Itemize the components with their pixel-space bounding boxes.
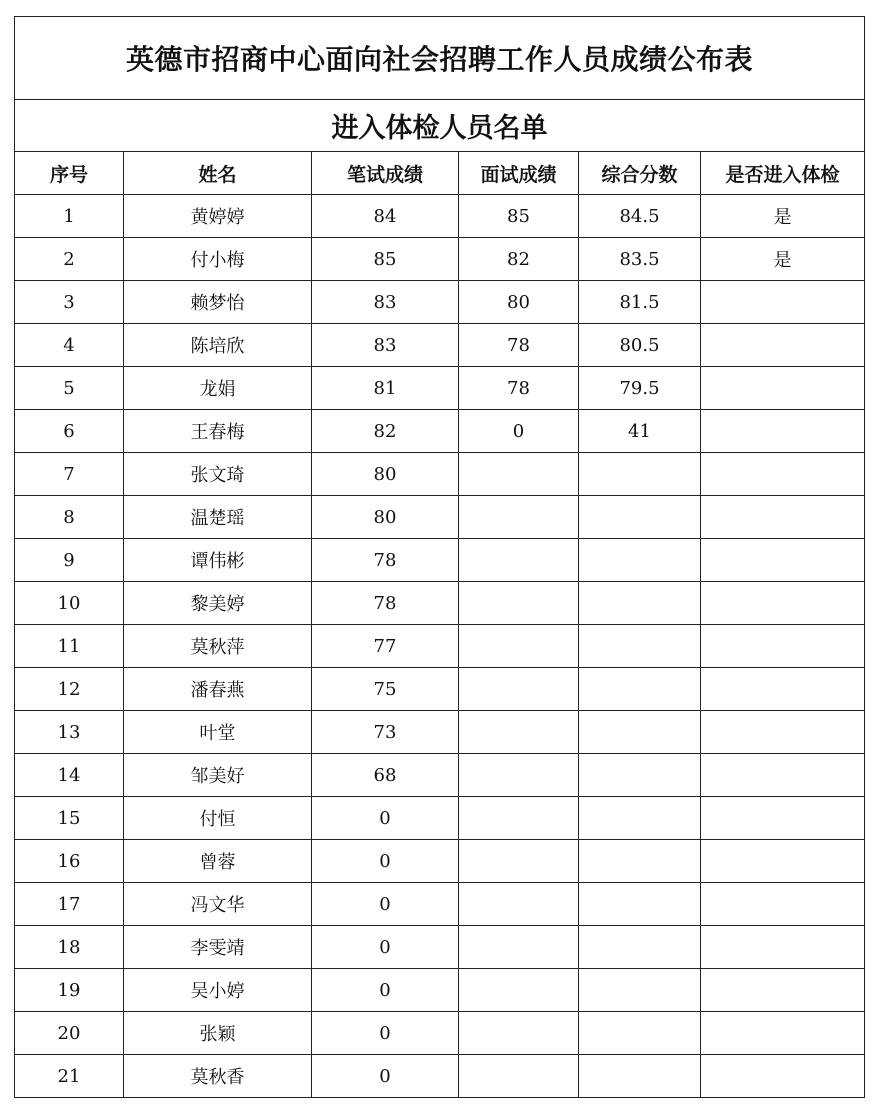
cell-total-score: 84.5 — [579, 195, 701, 238]
cell-total-score — [579, 1012, 701, 1055]
table-row — [15, 195, 865, 238]
cell-total-score — [579, 711, 701, 754]
cell-name: 付恒 — [124, 797, 312, 840]
cell-interview-score — [459, 883, 579, 926]
cell-medical-exam — [701, 969, 865, 1012]
cell-medical-exam — [701, 926, 865, 969]
cell-written-score: 83 — [312, 324, 459, 367]
cell-index: 15 — [15, 797, 124, 840]
cell-index: 11 — [15, 625, 124, 668]
cell-interview-score — [459, 754, 579, 797]
cell-written-score: 0 — [312, 840, 459, 883]
cell-medical-exam — [701, 281, 865, 324]
cell-written-score: 73 — [312, 711, 459, 754]
cell-medical-exam — [701, 324, 865, 367]
cell-index: 1 — [15, 195, 124, 238]
cell-medical-exam — [701, 797, 865, 840]
cell-interview-score — [459, 797, 579, 840]
cell-written-score: 0 — [312, 969, 459, 1012]
column-header-interview-score: 面试成绩 — [459, 152, 579, 195]
cell-written-score: 83 — [312, 281, 459, 324]
cell-total-score — [579, 797, 701, 840]
cell-index: 13 — [15, 711, 124, 754]
cell-total-score — [579, 625, 701, 668]
cell-interview-score — [459, 1055, 579, 1098]
cell-written-score: 0 — [312, 926, 459, 969]
table-row — [15, 582, 865, 625]
title-row — [15, 17, 865, 100]
subtitle-row — [15, 100, 865, 152]
cell-written-score: 78 — [312, 539, 459, 582]
cell-name: 邹美好 — [124, 754, 312, 797]
cell-index: 10 — [15, 582, 124, 625]
cell-total-score — [579, 883, 701, 926]
cell-written-score: 0 — [312, 1055, 459, 1098]
cell-index: 19 — [15, 969, 124, 1012]
cell-written-score: 78 — [312, 582, 459, 625]
results-table — [14, 16, 865, 1098]
cell-index: 9 — [15, 539, 124, 582]
cell-interview-score: 80 — [459, 281, 579, 324]
document-subtitle: 进入体检人员名单 — [15, 100, 865, 152]
cell-written-score: 0 — [312, 883, 459, 926]
cell-total-score — [579, 969, 701, 1012]
cell-written-score: 82 — [312, 410, 459, 453]
table-row — [15, 496, 865, 539]
cell-medical-exam — [701, 840, 865, 883]
cell-name: 张文琦 — [124, 453, 312, 496]
cell-interview-score — [459, 668, 579, 711]
table-row — [15, 453, 865, 496]
cell-index: 12 — [15, 668, 124, 711]
cell-total-score — [579, 926, 701, 969]
table-row — [15, 1012, 865, 1055]
cell-interview-score: 78 — [459, 324, 579, 367]
cell-total-score: 81.5 — [579, 281, 701, 324]
cell-total-score: 41 — [579, 410, 701, 453]
cell-total-score — [579, 840, 701, 883]
cell-written-score: 0 — [312, 1012, 459, 1055]
cell-total-score: 80.5 — [579, 324, 701, 367]
cell-medical-exam: 是 — [701, 238, 865, 281]
cell-index: 16 — [15, 840, 124, 883]
cell-name: 莫秋萍 — [124, 625, 312, 668]
cell-medical-exam — [701, 754, 865, 797]
table-row — [15, 754, 865, 797]
cell-written-score: 80 — [312, 496, 459, 539]
table-row — [15, 238, 865, 281]
cell-written-score: 80 — [312, 453, 459, 496]
cell-name: 叶堂 — [124, 711, 312, 754]
cell-name: 赖梦怡 — [124, 281, 312, 324]
cell-interview-score: 82 — [459, 238, 579, 281]
table-row — [15, 1055, 865, 1098]
cell-interview-score — [459, 625, 579, 668]
table-row — [15, 668, 865, 711]
cell-interview-score — [459, 582, 579, 625]
table-row — [15, 840, 865, 883]
cell-medical-exam — [701, 453, 865, 496]
column-header-written-score: 笔试成绩 — [312, 152, 459, 195]
cell-medical-exam — [701, 367, 865, 410]
table-row — [15, 410, 865, 453]
cell-name: 黎美婷 — [124, 582, 312, 625]
cell-index: 5 — [15, 367, 124, 410]
cell-name: 付小梅 — [124, 238, 312, 281]
cell-index: 4 — [15, 324, 124, 367]
cell-written-score: 68 — [312, 754, 459, 797]
cell-index: 2 — [15, 238, 124, 281]
cell-interview-score — [459, 711, 579, 754]
cell-total-score: 79.5 — [579, 367, 701, 410]
cell-medical-exam — [701, 711, 865, 754]
cell-medical-exam — [701, 582, 865, 625]
cell-name: 曾蓉 — [124, 840, 312, 883]
cell-interview-score: 85 — [459, 195, 579, 238]
cell-name: 张颖 — [124, 1012, 312, 1055]
cell-name: 李雯靖 — [124, 926, 312, 969]
cell-written-score: 81 — [312, 367, 459, 410]
cell-written-score: 75 — [312, 668, 459, 711]
cell-interview-score: 78 — [459, 367, 579, 410]
cell-interview-score — [459, 453, 579, 496]
cell-index: 14 — [15, 754, 124, 797]
cell-total-score — [579, 668, 701, 711]
cell-total-score — [579, 453, 701, 496]
cell-interview-score — [459, 1012, 579, 1055]
cell-index: 8 — [15, 496, 124, 539]
table-row — [15, 797, 865, 840]
cell-medical-exam — [701, 668, 865, 711]
cell-name: 龙娟 — [124, 367, 312, 410]
cell-index: 21 — [15, 1055, 124, 1098]
cell-name: 吴小婷 — [124, 969, 312, 1012]
cell-medical-exam — [701, 496, 865, 539]
table-row — [15, 539, 865, 582]
cell-total-score: 83.5 — [579, 238, 701, 281]
cell-written-score: 77 — [312, 625, 459, 668]
cell-index: 17 — [15, 883, 124, 926]
cell-name: 莫秋香 — [124, 1055, 312, 1098]
cell-index: 7 — [15, 453, 124, 496]
document-title: 英德市招商中心面向社会招聘工作人员成绩公布表 — [15, 17, 865, 100]
cell-index: 20 — [15, 1012, 124, 1055]
cell-written-score: 0 — [312, 797, 459, 840]
table-row — [15, 324, 865, 367]
cell-total-score — [579, 754, 701, 797]
cell-index: 18 — [15, 926, 124, 969]
cell-name: 王春梅 — [124, 410, 312, 453]
cell-medical-exam — [701, 625, 865, 668]
cell-total-score — [579, 496, 701, 539]
cell-index: 6 — [15, 410, 124, 453]
column-header-total-score: 综合分数 — [579, 152, 701, 195]
cell-name: 冯文华 — [124, 883, 312, 926]
cell-written-score: 84 — [312, 195, 459, 238]
cell-medical-exam — [701, 1055, 865, 1098]
cell-medical-exam — [701, 539, 865, 582]
cell-medical-exam — [701, 1012, 865, 1055]
header-row — [15, 152, 865, 195]
cell-total-score — [579, 1055, 701, 1098]
cell-medical-exam: 是 — [701, 195, 865, 238]
table-row — [15, 969, 865, 1012]
cell-interview-score — [459, 969, 579, 1012]
cell-written-score: 85 — [312, 238, 459, 281]
cell-interview-score — [459, 840, 579, 883]
column-header-medical-exam: 是否进入体检 — [701, 152, 865, 195]
cell-interview-score — [459, 539, 579, 582]
cell-name: 谭伟彬 — [124, 539, 312, 582]
table-row — [15, 281, 865, 324]
table-row — [15, 883, 865, 926]
cell-total-score — [579, 539, 701, 582]
cell-total-score — [579, 582, 701, 625]
cell-medical-exam — [701, 883, 865, 926]
column-header-name: 姓名 — [124, 152, 312, 195]
cell-name: 黄婷婷 — [124, 195, 312, 238]
cell-interview-score — [459, 496, 579, 539]
cell-interview-score — [459, 926, 579, 969]
cell-name: 陈培欣 — [124, 324, 312, 367]
cell-interview-score: 0 — [459, 410, 579, 453]
table-row — [15, 367, 865, 410]
column-header-index: 序号 — [15, 152, 124, 195]
cell-medical-exam — [701, 410, 865, 453]
table-row — [15, 625, 865, 668]
table-row — [15, 926, 865, 969]
cell-index: 3 — [15, 281, 124, 324]
cell-name: 温楚瑶 — [124, 496, 312, 539]
table-row — [15, 711, 865, 754]
cell-name: 潘春燕 — [124, 668, 312, 711]
